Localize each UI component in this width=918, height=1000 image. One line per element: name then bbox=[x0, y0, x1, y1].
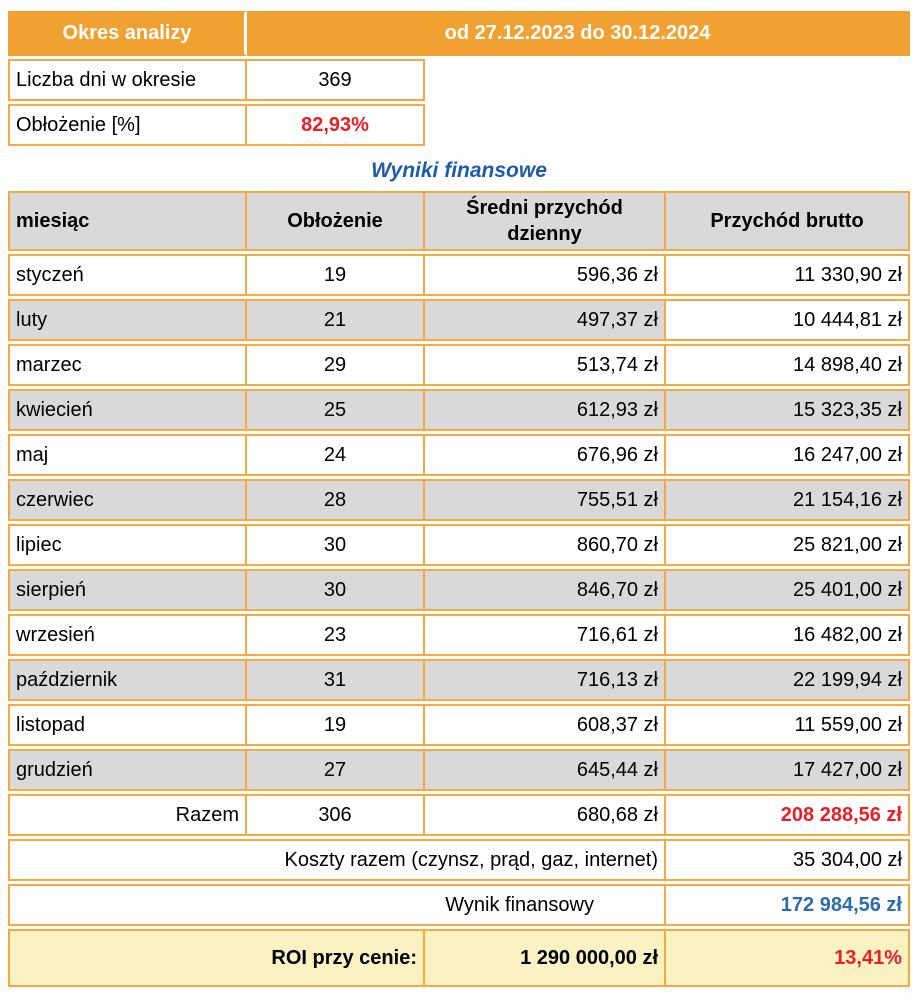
month-occupancy: 24 bbox=[247, 434, 425, 476]
col-header-avg-daily: Średni przychód dzienny bbox=[425, 191, 666, 251]
month-row bbox=[8, 614, 910, 656]
month-avg-daily: 846,70 zł bbox=[425, 569, 666, 611]
occupancy-value: 82,93% bbox=[247, 104, 425, 146]
month-name: wrzesień bbox=[8, 614, 247, 656]
month-occupancy: 29 bbox=[247, 344, 425, 386]
month-name: październik bbox=[8, 659, 247, 701]
month-row bbox=[8, 659, 910, 701]
col-header-gross: Przychód brutto bbox=[666, 191, 910, 251]
month-avg-daily: 497,37 zł bbox=[425, 299, 666, 341]
occupancy-label: Obłożenie [%] bbox=[8, 104, 247, 146]
month-row bbox=[8, 524, 910, 566]
month-row bbox=[8, 389, 910, 431]
days-value: 369 bbox=[247, 59, 425, 101]
month-row bbox=[8, 434, 910, 476]
days-label: Liczba dni w okresie bbox=[8, 59, 247, 101]
month-name: marzec bbox=[8, 344, 247, 386]
roi-row bbox=[8, 929, 910, 987]
result-row bbox=[8, 884, 910, 926]
total-occupancy: 306 bbox=[247, 794, 425, 836]
period-header-value: od 27.12.2023 do 30.12.2024 bbox=[247, 11, 910, 56]
month-avg-daily: 596,36 zł bbox=[425, 254, 666, 296]
roi-label: ROI przy cenie: bbox=[8, 929, 425, 987]
month-occupancy: 19 bbox=[247, 254, 425, 296]
costs-value: 35 304,00 zł bbox=[666, 839, 910, 881]
spacer-cell bbox=[425, 59, 910, 101]
month-row bbox=[8, 344, 910, 386]
month-row bbox=[8, 704, 910, 746]
month-gross: 11 559,00 zł bbox=[666, 704, 910, 746]
month-name: kwiecień bbox=[8, 389, 247, 431]
month-avg-daily: 645,44 zł bbox=[425, 749, 666, 791]
month-row bbox=[8, 299, 910, 341]
section-title: Wyniki finansowe bbox=[371, 159, 547, 182]
month-gross: 14 898,40 zł bbox=[666, 344, 910, 386]
month-name: lipiec bbox=[8, 524, 247, 566]
finance-table bbox=[8, 188, 910, 990]
month-gross: 25 401,00 zł bbox=[666, 569, 910, 611]
result-value: 172 984,56 zł bbox=[666, 884, 910, 926]
costs-label: Koszty razem (czynsz, prąd, gaz, internet) bbox=[8, 839, 666, 881]
month-name: luty bbox=[8, 299, 247, 341]
month-avg-daily: 612,93 zł bbox=[425, 389, 666, 431]
month-gross: 15 323,35 zł bbox=[666, 389, 910, 431]
month-name: grudzień bbox=[8, 749, 247, 791]
month-occupancy: 21 bbox=[247, 299, 425, 341]
month-avg-daily: 860,70 zł bbox=[425, 524, 666, 566]
costs-row bbox=[8, 839, 910, 881]
month-avg-daily: 513,74 zł bbox=[425, 344, 666, 386]
month-avg-daily: 676,96 zł bbox=[425, 434, 666, 476]
month-name: czerwiec bbox=[8, 479, 247, 521]
month-gross: 10 444,81 zł bbox=[666, 299, 910, 341]
finance-header-row bbox=[8, 191, 910, 251]
month-occupancy: 30 bbox=[247, 569, 425, 611]
month-gross: 25 821,00 zł bbox=[666, 524, 910, 566]
month-avg-daily: 716,61 zł bbox=[425, 614, 666, 656]
month-name: maj bbox=[8, 434, 247, 476]
month-avg-daily: 755,51 zł bbox=[425, 479, 666, 521]
result-label: Wynik finansowy bbox=[8, 884, 666, 926]
total-gross: 208 288,56 zł bbox=[666, 794, 910, 836]
days-row bbox=[8, 59, 910, 101]
month-row bbox=[8, 569, 910, 611]
period-header-row bbox=[8, 11, 910, 56]
month-gross: 11 330,90 zł bbox=[666, 254, 910, 296]
month-gross: 21 154,16 zł bbox=[666, 479, 910, 521]
month-name: listopad bbox=[8, 704, 247, 746]
month-occupancy: 30 bbox=[247, 524, 425, 566]
col-header-occupancy: Obłożenie bbox=[247, 191, 425, 251]
period-table bbox=[8, 8, 910, 149]
month-avg-daily: 716,13 zł bbox=[425, 659, 666, 701]
month-gross: 17 427,00 zł bbox=[666, 749, 910, 791]
period-header-label: Okres analizy bbox=[8, 11, 247, 56]
month-occupancy: 19 bbox=[247, 704, 425, 746]
roi-percent: 13,41% bbox=[666, 929, 910, 987]
month-gross: 16 482,00 zł bbox=[666, 614, 910, 656]
month-avg-daily: 608,37 zł bbox=[425, 704, 666, 746]
total-row bbox=[8, 794, 910, 836]
occupancy-row bbox=[8, 104, 910, 146]
total-label: Razem bbox=[8, 794, 247, 836]
month-name: styczeń bbox=[8, 254, 247, 296]
month-occupancy: 28 bbox=[247, 479, 425, 521]
spacer-cell bbox=[425, 104, 910, 146]
month-row bbox=[8, 749, 910, 791]
month-name: sierpień bbox=[8, 569, 247, 611]
month-gross: 16 247,00 zł bbox=[666, 434, 910, 476]
month-row bbox=[8, 254, 910, 296]
roi-price: 1 290 000,00 zł bbox=[425, 929, 666, 987]
col-header-month: miesiąc bbox=[8, 191, 247, 251]
month-occupancy: 23 bbox=[247, 614, 425, 656]
month-occupancy: 31 bbox=[247, 659, 425, 701]
total-avg-daily: 680,68 zł bbox=[425, 794, 666, 836]
month-row bbox=[8, 479, 910, 521]
month-occupancy: 25 bbox=[247, 389, 425, 431]
month-gross: 22 199,94 zł bbox=[666, 659, 910, 701]
month-occupancy: 27 bbox=[247, 749, 425, 791]
